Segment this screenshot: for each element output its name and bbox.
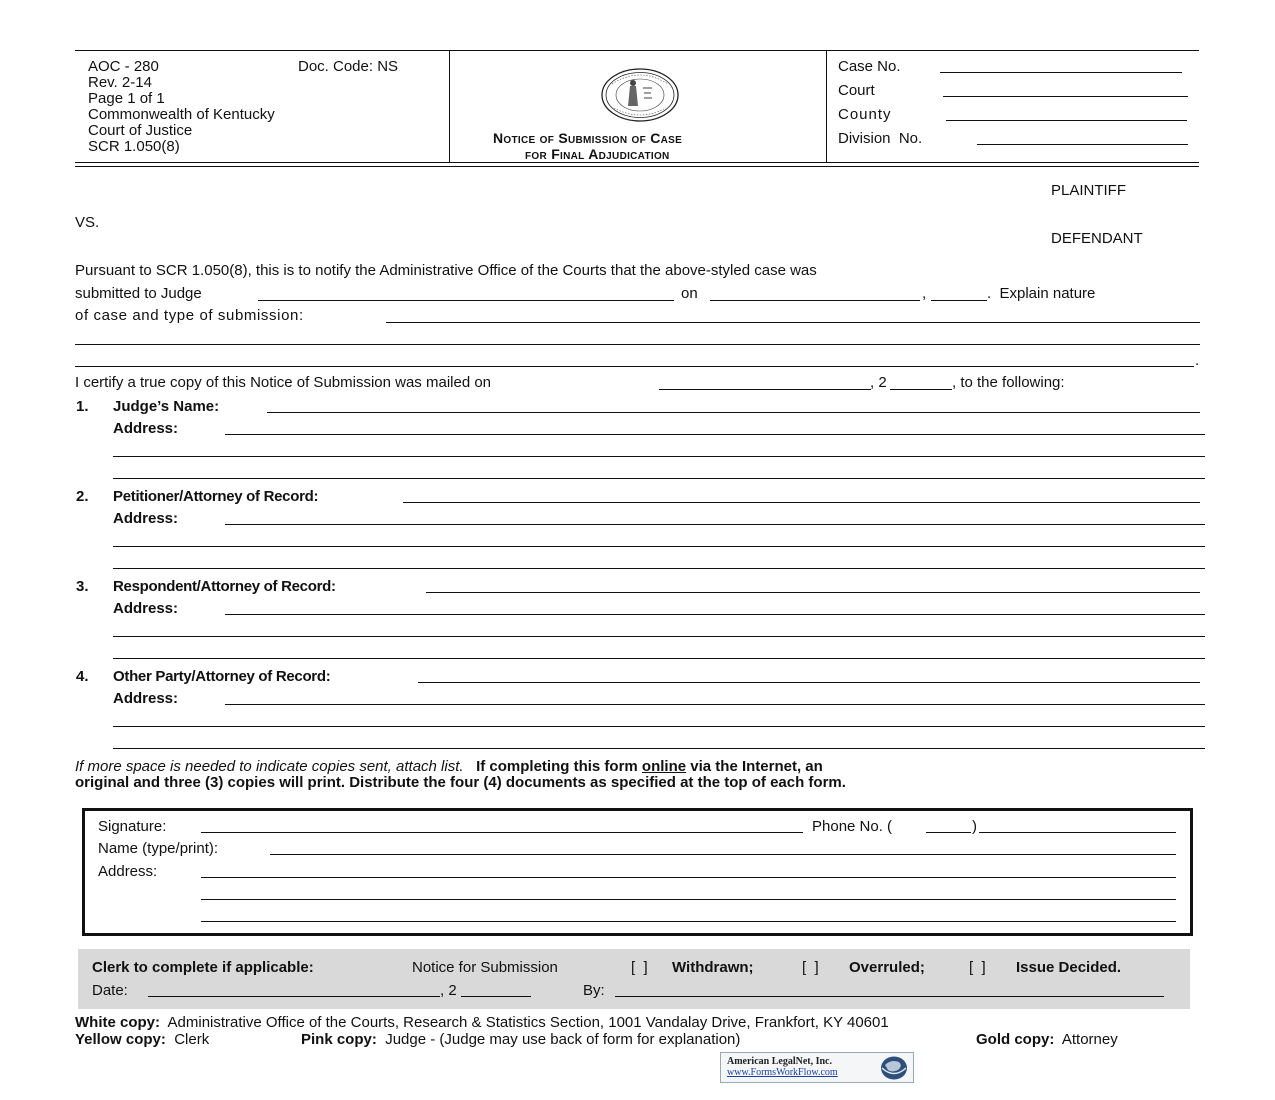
other-party-name-input[interactable] xyxy=(418,682,1200,683)
submission-year-field[interactable] xyxy=(931,300,987,301)
submission-type-field-2[interactable] xyxy=(75,344,1200,345)
forms-workflow-logo[interactable] xyxy=(720,1052,914,1083)
gold-copy-text: Attorney xyxy=(1061,1031,1118,1048)
versus-label: VS. xyxy=(75,214,100,231)
submission-type-field-3[interactable] xyxy=(75,366,1194,367)
instruction-line-2: original and three (3) copies will print. Distribute the four (4) documents as specified at the top of each form. xyxy=(75,774,846,791)
clerk-year-prefix: , 2 xyxy=(440,982,457,999)
address-line[interactable] xyxy=(113,456,1205,457)
pink-copy-label: Pink copy: xyxy=(301,1031,377,1048)
address-line[interactable] xyxy=(113,546,1205,547)
issue-decided-checkbox[interactable]: [ ] xyxy=(969,959,986,976)
kentucky-seal-icon xyxy=(600,68,680,122)
county-field[interactable] xyxy=(946,120,1187,121)
overruled-label: Overruled; xyxy=(849,959,925,976)
address-line[interactable] xyxy=(225,524,1205,525)
yellow-copy-label: Yellow copy: xyxy=(75,1031,166,1048)
address-label: Address: xyxy=(113,600,179,617)
submission-date-field[interactable] xyxy=(710,300,920,301)
certify-year-prefix: , 2 xyxy=(870,374,887,391)
signer-address-line[interactable] xyxy=(201,899,1176,900)
clerk-lead: Clerk to complete if applicable: xyxy=(92,959,314,976)
plaintiff-label: PLAINTIFF xyxy=(1051,182,1127,199)
address-line[interactable] xyxy=(113,568,1205,569)
case-no-field[interactable] xyxy=(940,72,1182,73)
signer-address-line[interactable] xyxy=(201,877,1176,878)
online-note-b: via the Internet, an xyxy=(690,758,823,775)
form-revision: Rev. 2-14 xyxy=(88,74,152,91)
division-field[interactable] xyxy=(977,144,1188,145)
petitioner-name-input[interactable] xyxy=(403,502,1200,503)
commonwealth: Commonwealth of Kentucky xyxy=(88,106,275,123)
on-label: on xyxy=(681,285,698,302)
judge-name-field[interactable] xyxy=(258,300,674,301)
address-label: Address: xyxy=(113,420,179,437)
recipient-number: 2. xyxy=(76,488,89,505)
judge-name-input[interactable] xyxy=(267,412,1200,413)
submitted-to-judge-label: submitted to Judge xyxy=(75,285,202,302)
clerk-section xyxy=(78,949,1190,1009)
page-count: Page 1 of 1 xyxy=(88,90,165,107)
phone-close-paren: ) xyxy=(972,818,977,835)
recipient-label: Petitioner/Attorney of Record: xyxy=(113,488,319,505)
gold-copy-label: Gold copy: xyxy=(976,1031,1055,1048)
clerk-date-field[interactable] xyxy=(148,996,440,997)
body-line-1: Pursuant to SCR 1.050(8), this is to notify the Administrative Office of the Courts that the above-styled case was xyxy=(75,262,817,279)
company-name: American LegalNet, Inc. xyxy=(727,1056,832,1067)
header-divider-right xyxy=(826,50,827,162)
phone-label: Phone No. ( xyxy=(812,818,893,835)
certify-text: I certify a true copy of this Notice of Submission was mailed on xyxy=(75,374,492,391)
division-label: Division No. xyxy=(838,130,923,147)
address-label: Address: xyxy=(113,690,179,707)
withdrawn-checkbox[interactable]: [ ] xyxy=(631,959,648,976)
recipient-label: Respondent/Attorney of Record: xyxy=(113,578,336,595)
signer-address-label: Address: xyxy=(98,863,158,880)
clerk-year-field[interactable] xyxy=(461,996,531,997)
court-of-justice: Court of Justice xyxy=(88,122,193,139)
explain-nature-label: . Explain nature xyxy=(987,285,1096,302)
pink-copy xyxy=(301,1031,740,1048)
address-line[interactable] xyxy=(225,704,1205,705)
signature-label: Signature: xyxy=(98,818,167,835)
certify-following: , to the following: xyxy=(952,374,1065,391)
case-no-label: Case No. xyxy=(838,58,901,75)
address-line[interactable] xyxy=(225,434,1205,435)
recipient-label: Other Party/Attorney of Record: xyxy=(113,668,331,685)
address-line[interactable] xyxy=(113,726,1205,727)
overruled-checkbox[interactable]: [ ] xyxy=(802,959,819,976)
address-line[interactable] xyxy=(113,658,1205,659)
submission-type-field[interactable] xyxy=(386,322,1200,323)
mailed-date-field[interactable] xyxy=(659,389,871,390)
white-copy-line xyxy=(75,1014,889,1031)
yellow-copy-text: Clerk xyxy=(174,1031,210,1048)
gold-copy xyxy=(976,1031,1118,1048)
address-line[interactable] xyxy=(113,748,1205,749)
online-note-a: If completing this form xyxy=(476,758,638,775)
defendant-label: DEFENDANT xyxy=(1051,230,1143,247)
recipient-number: 3. xyxy=(76,578,89,595)
court-field[interactable] xyxy=(943,96,1188,97)
county-label: County xyxy=(838,106,892,123)
comma: , xyxy=(922,285,927,302)
rule-reference: SCR 1.050(8) xyxy=(88,138,180,155)
attach-list-note: If more space is needed to indicate copies sent, attach list. xyxy=(75,758,464,775)
form-title-line1: Notice of Submission of Case xyxy=(493,130,683,146)
header-top-rule xyxy=(75,50,1199,51)
company-url: www.FormsWorkFlow.com xyxy=(727,1067,838,1078)
recipient-label: Judge’s Name: xyxy=(113,398,220,415)
pink-copy-text: Judge - (Judge may use back of form for explanation) xyxy=(385,1031,741,1048)
header-bottom-rule-2 xyxy=(75,166,1199,167)
issue-decided-label: Issue Decided. xyxy=(1016,959,1122,976)
address-line[interactable] xyxy=(113,636,1205,637)
clerk-by-label: By: xyxy=(583,982,605,999)
recipient-number: 4. xyxy=(76,668,89,685)
header-divider-left xyxy=(449,50,450,162)
signature-field[interactable] xyxy=(201,832,803,833)
area-code-field[interactable] xyxy=(926,832,971,833)
address-line[interactable] xyxy=(113,478,1205,479)
doc-code: Doc. Code: NS xyxy=(298,58,399,75)
mailed-year-field[interactable] xyxy=(890,389,952,390)
name-label: Name (type/print): xyxy=(98,840,219,857)
phone-field[interactable] xyxy=(979,832,1176,833)
signer-address-line[interactable] xyxy=(201,921,1176,922)
withdrawn-label: Withdrawn; xyxy=(672,959,754,976)
notice-for-submission-label: Notice for Submission xyxy=(412,959,558,976)
address-label: Address: xyxy=(113,510,179,527)
form-number: AOC - 280 xyxy=(88,58,159,75)
recipient-number: 1. xyxy=(76,398,89,415)
globe-icon xyxy=(879,1055,909,1081)
type-of-submission-label: of case and type of submission: xyxy=(75,307,304,324)
court-label: Court xyxy=(838,82,875,99)
clerk-by-field[interactable] xyxy=(615,996,1164,997)
signature-box xyxy=(82,808,1193,936)
respondent-name-input[interactable] xyxy=(426,592,1200,593)
name-field[interactable] xyxy=(270,854,1176,855)
instruction-line-1 xyxy=(75,758,823,775)
address-line[interactable] xyxy=(225,614,1205,615)
yellow-copy xyxy=(75,1031,209,1048)
white-copy-text: Administrative Office of the Courts, Research & Statistics Section, 1001 Vandalay Drive, Frankfort, KY 40601 xyxy=(167,1014,889,1031)
period: . xyxy=(1195,352,1200,369)
online-word: online xyxy=(641,758,687,775)
white-copy-label: White copy: xyxy=(75,1014,160,1031)
form-title-line2: for Final Adjudication xyxy=(525,146,670,162)
clerk-date-label: Date: xyxy=(92,982,128,999)
